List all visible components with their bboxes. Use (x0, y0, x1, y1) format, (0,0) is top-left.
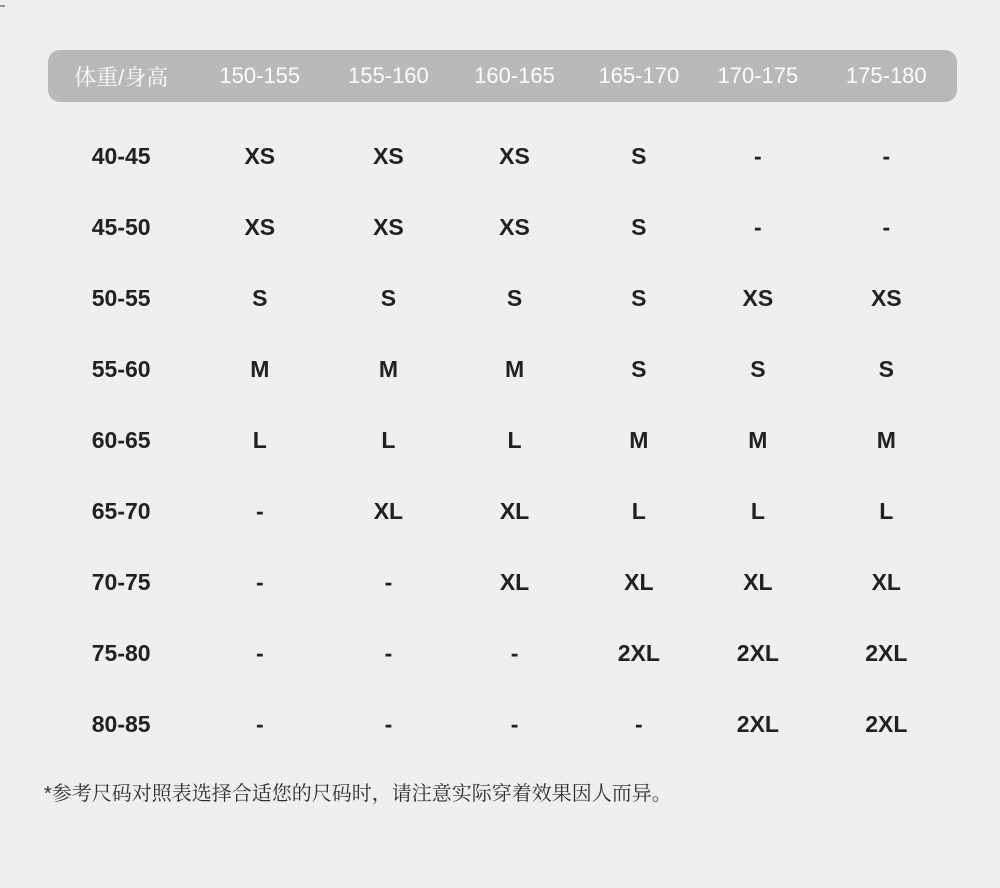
size-cell: - (255, 498, 264, 524)
size-cell: XS (870, 285, 902, 311)
weight-range-label: 45-50 (91, 214, 151, 240)
table-row (48, 547, 957, 618)
size-cell: - (384, 640, 393, 666)
size-cell: XS (373, 214, 404, 240)
size-cell: 2XL (617, 640, 660, 666)
size-cell: L (631, 498, 646, 524)
size-cell: S (380, 285, 397, 311)
weight-range-label: 60-65 (91, 427, 151, 453)
header-column-155-160: 155-160 (348, 63, 429, 88)
size-cell: M (504, 356, 525, 382)
size-cell: - (510, 711, 519, 737)
header-column-165-170: 165-170 (598, 63, 680, 88)
header-column-175-180: 175-180 (845, 63, 927, 88)
size-cell: L (507, 427, 522, 453)
size-cell: XL (373, 498, 404, 524)
size-table-header (48, 50, 957, 102)
size-cell: S (631, 356, 647, 382)
size-cell: S (631, 285, 647, 311)
footnote-text: *参考尺码对照表选择合适您的尺码时，请注意实际穿着效果因人而异。 (44, 783, 672, 805)
size-cell: M (876, 427, 896, 453)
size-cell: - (255, 640, 264, 666)
size-cell: L (879, 498, 894, 524)
size-cell: M (250, 356, 270, 382)
size-cell: L (381, 427, 396, 453)
size-cell: 2XL (865, 640, 908, 666)
size-cell: S (878, 356, 894, 382)
table-row (48, 121, 957, 192)
size-cell: S (252, 285, 268, 311)
size-cell: XL (743, 569, 773, 595)
size-cell: XS (244, 143, 276, 169)
weight-range-label: 75-80 (91, 640, 151, 666)
size-cell: M (748, 427, 768, 453)
table-row (48, 334, 957, 405)
size-cell: S (631, 214, 647, 240)
weight-range-label: 50-55 (91, 285, 151, 311)
size-cell: - (510, 640, 519, 666)
size-cell: - (754, 214, 762, 240)
header-column-160-165: 160-165 (474, 63, 555, 88)
table-row (48, 405, 957, 476)
size-cell: S (750, 356, 766, 382)
size-table-body (48, 121, 957, 760)
table-row (48, 192, 957, 263)
size-cell: 2XL (736, 640, 779, 666)
size-cell: S (506, 285, 523, 311)
size-cell: - (882, 214, 891, 240)
size-cell: - (255, 711, 264, 737)
size-cell: - (384, 569, 393, 595)
weight-range-label: 65-70 (91, 498, 151, 524)
size-cell: M (629, 427, 649, 453)
size-cell: L (750, 498, 765, 524)
size-cell: XL (499, 498, 530, 524)
size-cell: XS (373, 143, 404, 169)
weight-range-label: 70-75 (91, 569, 151, 595)
table-row (48, 263, 957, 334)
size-cell: M (378, 356, 398, 382)
header-column-150-155: 150-155 (219, 63, 301, 88)
size-cell: 2XL (736, 711, 779, 737)
size-cell: XS (499, 143, 530, 169)
table-row (48, 476, 957, 547)
table-row (48, 689, 957, 760)
size-cell: XL (871, 569, 901, 595)
size-cell: - (754, 143, 762, 169)
weight-range-label: 80-85 (91, 711, 151, 737)
size-cell: XS (244, 214, 276, 240)
size-cell: XL (499, 569, 530, 595)
size-cell: 2XL (865, 711, 908, 737)
size-cell: S (631, 143, 647, 169)
weight-range-label: 40-45 (91, 143, 151, 169)
corner-artifact (0, 5, 5, 7)
size-cell: - (384, 711, 393, 737)
header-weight-height-label: 体重/身高 (74, 64, 169, 90)
size-cell: - (882, 143, 891, 169)
size-cell: - (634, 711, 643, 737)
table-row (48, 618, 957, 689)
size-cell: XL (624, 569, 654, 595)
size-cell: XS (742, 285, 774, 311)
size-cell: XS (499, 214, 530, 240)
weight-range-label: 55-60 (91, 356, 151, 382)
header-column-170-175: 170-175 (717, 63, 799, 88)
size-cell: - (255, 569, 264, 595)
size-cell: L (252, 427, 267, 453)
